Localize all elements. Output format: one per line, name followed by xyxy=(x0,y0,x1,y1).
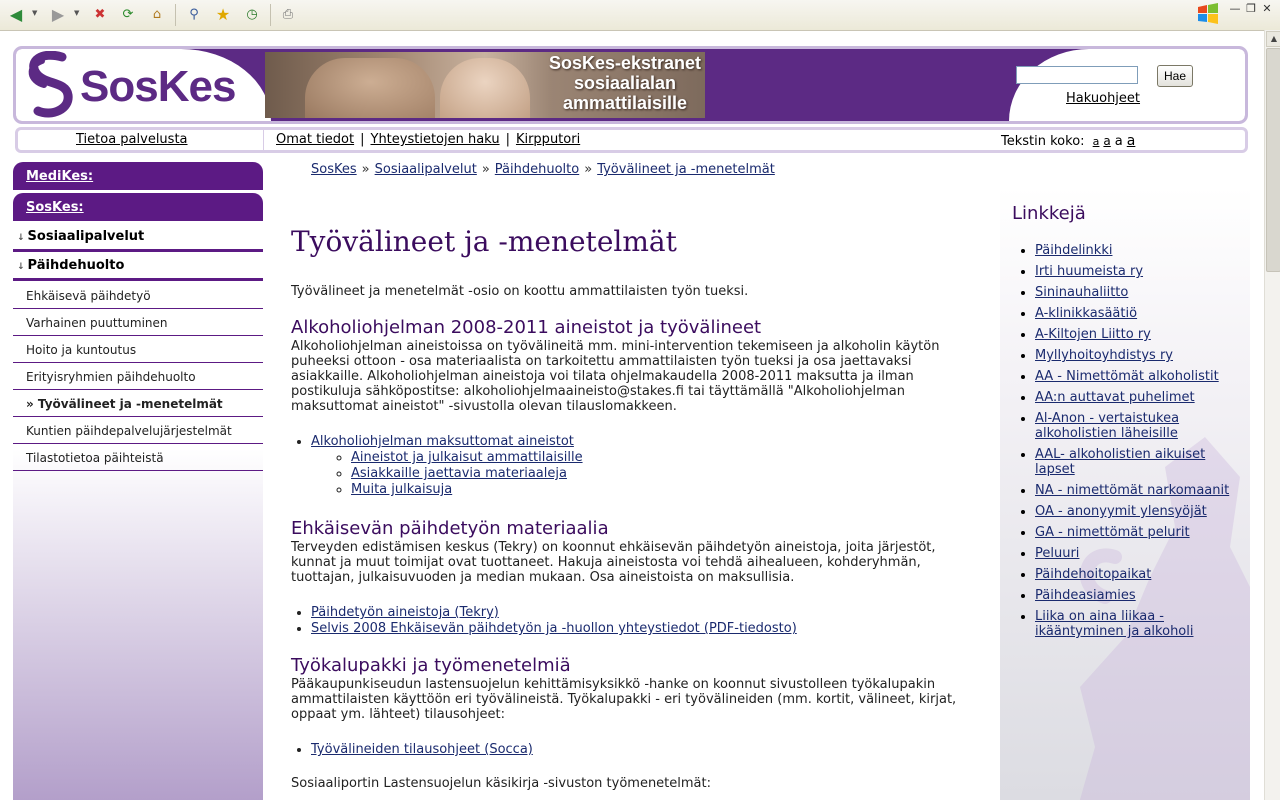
restore-icon[interactable]: ❐ xyxy=(1246,2,1256,15)
external-link[interactable]: Päihdeasiamies xyxy=(1035,588,1136,603)
section-heading-toolkit: Työkalupakki ja työmenetelmiä xyxy=(291,655,571,676)
list-item xyxy=(1035,609,1245,639)
list-item xyxy=(1035,504,1245,519)
minimize-icon[interactable]: — xyxy=(1229,2,1241,15)
list-item xyxy=(1035,525,1245,540)
breadcrumb-item[interactable]: Sosiaalipalvelut xyxy=(374,162,477,177)
sidebar-tab-soskes[interactable] xyxy=(13,193,263,221)
breadcrumb-separator: » xyxy=(481,162,490,177)
sidebar-tab-label[interactable]: MediKes: xyxy=(26,169,94,184)
sidebar-section-social-services[interactable] xyxy=(13,224,263,252)
list-item xyxy=(1035,327,1245,342)
sidebar-item-tools-methods[interactable]: » Työvälineet ja -menetelmät xyxy=(13,390,263,417)
external-link[interactable]: Peluuri xyxy=(1035,546,1080,561)
sidebar-item-municipal-services[interactable]: Kuntien päihdepalvelujärjestelmät xyxy=(13,417,263,444)
main-content xyxy=(291,222,971,791)
intro-text: Työvälineet ja menetelmät -osio on koottu ammattilaisten työn tueksi. xyxy=(291,284,749,299)
sidebar-item-early-intervention[interactable]: Varhainen puuttuminen xyxy=(13,309,263,336)
breadcrumb-separator: » xyxy=(361,162,370,177)
windows-logo-icon xyxy=(1196,2,1220,26)
expand-arrow-icon: ↓ xyxy=(17,262,25,272)
link-tekry-materials[interactable]: Päihdetyön aineistoja (Tekry) xyxy=(311,605,499,620)
external-link[interactable]: Sininauhaliitto xyxy=(1035,285,1129,300)
text-size-label: Tekstin koko: xyxy=(1001,134,1085,149)
breadcrumb-item[interactable]: SosKes xyxy=(311,162,357,177)
list-item xyxy=(311,621,971,637)
external-link[interactable]: AA - Nimettömät alkoholistit xyxy=(1035,369,1219,384)
link-professional-materials[interactable]: Aineistot ja julkaisut ammattilaisille xyxy=(351,450,583,465)
sidebar-section-substance-care[interactable] xyxy=(13,253,263,281)
breadcrumb xyxy=(311,162,775,177)
list-item xyxy=(1035,411,1245,441)
list-item xyxy=(1035,567,1245,582)
child-hand-image xyxy=(440,58,530,118)
sidebar-item-statistics[interactable]: Tilastotietoa päihteistä xyxy=(13,444,263,471)
list-item xyxy=(1035,243,1245,258)
external-link[interactable]: Irti huumeista ry xyxy=(1035,264,1144,279)
sidebar-section-label: Sosiaalipalvelut xyxy=(27,229,145,244)
nav-separator: | xyxy=(505,132,510,147)
toolbar-separator xyxy=(270,4,271,26)
external-link[interactable]: A-klinikkasäätiö xyxy=(1035,306,1138,321)
section-text: Pääkaupunkiseudun lastensuojelun kehittämisyksikkö -hanke on koonnut sivustolleen työkalupakin ammattilaisten käyttöön eri työvälineistä. Työkalupakki - eri työvälineiden (mm. kortit, välineet, kirjat, oppaat ym. lähteet) tilausohjeet: xyxy=(291,677,957,722)
external-link[interactable]: AA:n auttavat puhelimet xyxy=(1035,390,1195,405)
text-size-large[interactable]: a xyxy=(1126,133,1136,149)
search-help-link[interactable]: Hakuohjeet xyxy=(1066,91,1141,106)
page-title: Työvälineet ja -menetelmät xyxy=(291,225,677,258)
banner-text: SosKes-ekstranet sosiaalialan ammattilaisille xyxy=(548,53,702,113)
link-list xyxy=(291,742,971,758)
back-icon[interactable]: ◀ xyxy=(9,5,23,24)
list-item xyxy=(1035,264,1245,279)
nav-separator: | xyxy=(360,132,365,147)
section-heading-prevention: Ehkäisevän päihdetyön materiaalia xyxy=(291,518,609,539)
nav-link-own-info[interactable]: Omat tiedot xyxy=(276,132,355,147)
forward-dropdown-icon[interactable]: ▼ xyxy=(74,9,80,17)
list-item xyxy=(1035,390,1245,405)
section-text: Terveyden edistämisen keskus (Tekry) on koonnut ehkäisevän päihdetyön aineistoja, joita järjestöt, kunnat ja muut toimijat ovat tuottaneet. Hakuja aineistosta voi tehdä aihealueen, kohderyhmän, tuottajan, julkaisuvuoden ja median mukaan. Osa aineistoista on maksullisia. xyxy=(291,540,936,585)
list-item xyxy=(1035,348,1245,363)
header-banner xyxy=(265,52,705,118)
breadcrumb-item[interactable]: Työvälineet ja -menetelmät xyxy=(597,162,775,177)
home-icon[interactable]: ⌂ xyxy=(152,7,162,22)
link-free-materials[interactable]: Alkoholiohjelman maksuttomat aineistot xyxy=(311,434,574,449)
external-link[interactable]: AAL- alkoholistien aikuiset lapset xyxy=(1035,447,1206,477)
external-link[interactable]: Al-Anon - vertaistukea alkoholistien läheisille xyxy=(1035,411,1180,441)
logo-area[interactable] xyxy=(16,49,271,121)
list-item xyxy=(311,742,971,758)
text-size-current: a xyxy=(1114,134,1123,149)
search-icon[interactable]: ⚲ xyxy=(189,7,199,22)
text-size-medium[interactable]: a xyxy=(1103,134,1111,148)
external-link[interactable]: GA - nimettömät pelurit xyxy=(1035,525,1190,540)
link-list xyxy=(291,434,971,498)
site-header xyxy=(13,46,1248,124)
close-icon[interactable]: ✕ xyxy=(1262,2,1272,15)
external-link[interactable]: A-Kiltojen Liitto ry xyxy=(1035,327,1151,342)
breadcrumb-item[interactable]: Päihdehuolto xyxy=(494,162,580,177)
sidebar-item-prevention[interactable]: Ehkäisevä päihdetyö xyxy=(13,282,263,309)
link-socca-instructions[interactable]: Työvälineiden tilausohjeet (Socca) xyxy=(311,742,533,757)
sub-link-list xyxy=(311,450,971,498)
search-button[interactable]: Hae xyxy=(1157,65,1193,87)
breadcrumb-separator: » xyxy=(584,162,593,177)
back-dropdown-icon[interactable]: ▼ xyxy=(32,9,38,17)
link-list xyxy=(291,605,971,637)
history-icon[interactable]: ◷ xyxy=(246,7,258,22)
external-link[interactable]: Liika on aina liikaa - ikääntyminen ja alkoholi xyxy=(1035,609,1194,639)
list-item xyxy=(1035,546,1245,561)
text-size-control xyxy=(1001,133,1135,149)
forward-icon[interactable]: ▶ xyxy=(51,5,65,24)
list-item xyxy=(1035,483,1245,498)
external-links-list xyxy=(1015,243,1245,645)
nav-divider xyxy=(263,130,264,150)
sidebar-item-special-groups[interactable]: Erityisryhmien päihdehuolto xyxy=(13,363,263,390)
list-item xyxy=(1035,285,1245,300)
nav-links xyxy=(276,132,580,147)
external-link[interactable]: Päihdelinkki xyxy=(1035,243,1113,258)
favorites-icon[interactable]: ★ xyxy=(215,5,231,24)
text-size-small[interactable]: a xyxy=(1092,135,1100,148)
section-heading-alcohol-program: Alkoholiohjelman 2008-2011 aineistot ja työvälineet xyxy=(291,317,762,338)
links-title: Linkkejä xyxy=(1012,203,1086,224)
sidebar-section-label: Päihdehuolto xyxy=(27,258,125,273)
refresh-icon[interactable]: ⟳ xyxy=(122,7,134,22)
right-links-column xyxy=(1000,187,1250,800)
link-selvis-pdf[interactable]: Selvis 2008 Ehkäisevän päihdetyön ja -huollon yhteystiedot (PDF-tiedosto) xyxy=(311,621,797,636)
link-client-materials[interactable]: Asiakkaille jaettavia materiaaleja xyxy=(351,466,567,481)
external-link[interactable]: Myllyhoitoyhdistys ry xyxy=(1035,348,1173,363)
page-scrollbar[interactable] xyxy=(1264,30,1280,800)
external-link[interactable]: OA - anonyymit ylensyöjät xyxy=(1035,504,1207,519)
left-sidebar xyxy=(13,162,263,800)
sidebar-item-treatment[interactable]: Hoito ja kuntoutus xyxy=(13,336,263,363)
browser-toolbar xyxy=(0,0,1280,31)
sidebar-tab-medikes[interactable] xyxy=(13,162,263,190)
scroll-thumb[interactable] xyxy=(1266,48,1280,272)
list-item xyxy=(351,482,971,498)
list-item xyxy=(1035,306,1245,321)
external-link[interactable]: NA - nimettömät narkomaanit xyxy=(1035,483,1230,498)
search-area xyxy=(1009,49,1245,121)
section-text: Sosiaaliportin Lastensuojelun käsikirja -sivuston työmenetelmät: xyxy=(291,776,711,791)
list-item xyxy=(311,434,971,498)
print-icon[interactable]: ⎙ xyxy=(282,7,294,22)
soskes-logo-icon xyxy=(22,51,84,119)
stop-icon[interactable]: ✖ xyxy=(94,7,106,22)
scroll-up-icon[interactable]: ▲ xyxy=(1266,31,1280,47)
list-item xyxy=(1035,588,1245,603)
expand-arrow-icon: ↓ xyxy=(17,233,25,243)
toolbar-separator xyxy=(175,4,176,26)
adult-hand-image xyxy=(305,58,435,118)
logo-text: SosKes xyxy=(80,62,236,111)
section-text: Alkoholiohjelman aineistoissa on työvälineitä mm. mini-intervention tekemiseen ja alkoholin käytön puheeksi ottoon - osa materiaalista on tarkoitettu ammattilaisten työn tueksi ja osa jaettavaksi asiakkaille. Alkoholiohjelman aineistoja voi tilata ohjelmakaudella 2008-2011 maksutta ja ilman postikuluja sähköpostitse: alkoholiohjelmaaineisto@stakes.fi tai täyttämällä "Alkoholiohjelman maksuttomat aineistot" -sivustolla olevan tilauslomakkeen. xyxy=(291,339,940,414)
list-item xyxy=(351,450,971,466)
nav-info-link[interactable]: Tietoa palvelusta xyxy=(76,132,188,147)
list-item xyxy=(1035,369,1245,384)
list-item xyxy=(351,466,971,482)
nav-link-flea-market[interactable]: Kirpputori xyxy=(515,132,581,147)
search-input[interactable] xyxy=(1016,66,1138,84)
nav-link-contact-search[interactable]: Yhteystietojen haku xyxy=(370,132,500,147)
link-other-publications[interactable]: Muita julkaisuja xyxy=(351,482,453,497)
sidebar-tab-label[interactable]: SosKes: xyxy=(26,200,84,215)
list-item xyxy=(1035,447,1245,477)
list-item xyxy=(311,605,971,621)
external-link[interactable]: Päihdehoitopaikat xyxy=(1035,567,1152,582)
top-navbar xyxy=(15,127,1248,153)
